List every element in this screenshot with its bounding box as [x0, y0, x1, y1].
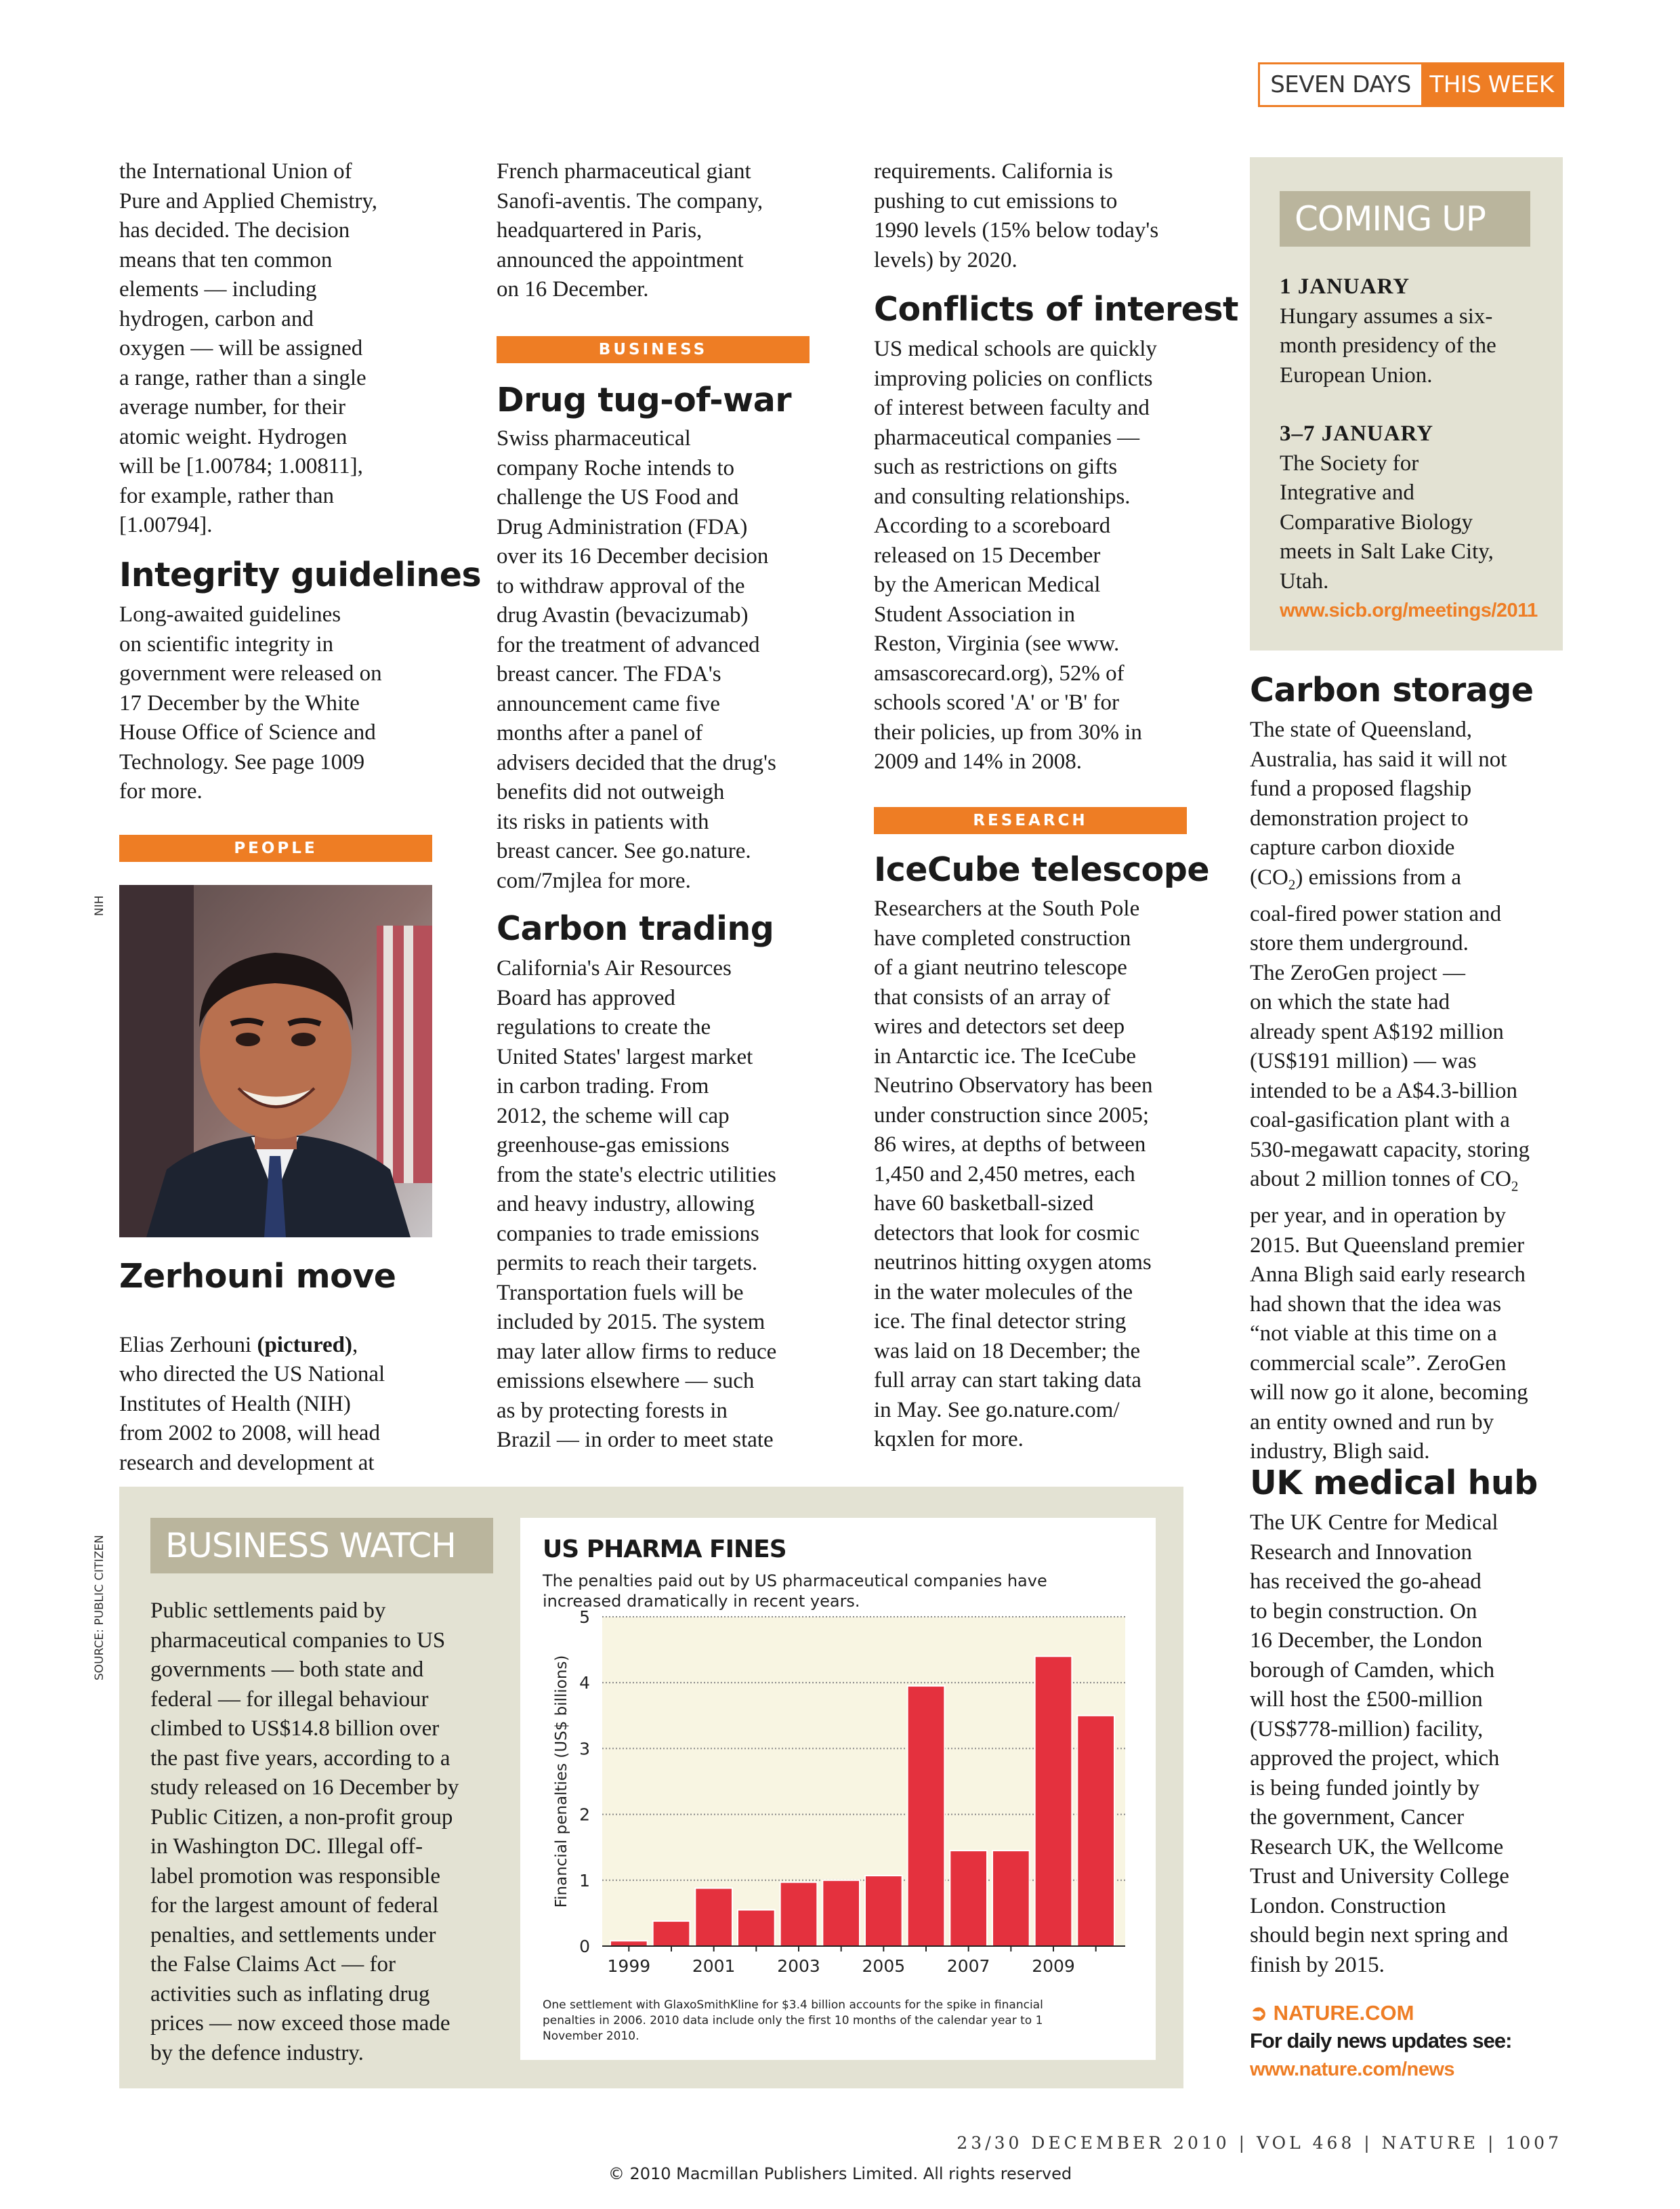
sicb-link[interactable]: www.sicb.org/meetings/2011	[1280, 600, 1538, 621]
drug-body: Swiss pharmaceutical company Roche intends to challenge the US Food and Drug Administration (FDA) over its 16 December decision to withdraw approval of the drug Avastin (bevacizumab) for the treatment of advanced breast cancer. The FDA's announcement came five months after a panel of advisers decided that the drug's benefits did not outweigh its risks in patients with breast cancer. See go.nature. com/7mjlea for more.	[497, 426, 776, 893]
photo-credit: NIH	[93, 895, 106, 916]
bar-2009	[1035, 1656, 1072, 1946]
business-tag: BUSINESS	[497, 336, 810, 363]
folio: 23/30 DECEMBER 2010 | VOL 468 | NATURE | 1007	[957, 2133, 1562, 2153]
bar-2002	[738, 1910, 775, 1946]
col1-intro: the International Union of Pure and Applied Chemistry, has decided. The decision means that ten common elements — including hydrogen, carbon and oxygen — will be assigned a range, rather than a single average number, for their atomic weight. Hydrogen will be [1.00784; 1.00811], for example, rather than [1.00794].	[119, 159, 377, 537]
uk-hub-body: The UK Centre for Medical Research and Innovation has received the go-ahead to begin construction. On 16 December, the London borough of Camden, which will host the £500-million (US$778-million) facility, approved the project, which is being funded jointly by the government, Cancer Research UK, the Wellcome Trust and University College London. Construction should begin next spring and finish by 2015.	[1250, 1510, 1509, 1977]
y-tick-label: 4	[579, 1673, 590, 1693]
bar-2000	[653, 1921, 690, 1946]
drug-headline: Drug tug-of-war	[497, 381, 792, 419]
chart-subtitle: The penalties paid out by US pharmaceutical companies have increased dramatically in recent years.	[543, 1571, 1047, 1611]
zerhouni-pictured: (pictured)	[257, 1332, 352, 1357]
chart-title: US PHARMA FINES	[543, 1535, 786, 1563]
copyright: © 2010 Macmillan Publishers Limited. All rights reserved	[608, 2164, 1072, 2183]
co2b-text: about 2 million tonnes of CO	[1250, 1167, 1511, 1192]
storage-p3: per year, and in operation by 2015. But Queensland premier Anna Bligh said early research had shown that the idea was “not viable at this time on a commercial scale”. ZeroGen will now go it alone, becoming an entity owned and run by industry, Bligh said.	[1250, 1203, 1528, 1464]
carbon-storage-body	[1250, 716, 1575, 1467]
y-tick-label: 3	[579, 1739, 590, 1759]
chart-card	[520, 1518, 1156, 2060]
bar-chart	[520, 1606, 1156, 2019]
zerhouni-photo	[119, 885, 432, 1237]
research-tag: RESEARCH	[874, 807, 1187, 834]
event-date-1: 1 JANUARY	[1280, 274, 1410, 299]
x-tick-label: 2009	[1032, 1956, 1075, 1976]
co2b-sub: 2	[1511, 1178, 1519, 1195]
co2-open: (CO	[1250, 865, 1288, 890]
x-tick-label: 2005	[862, 1956, 906, 1976]
uk-hub-headline: UK medical hub	[1250, 1464, 1538, 1502]
zerhouni-name: Elias Zerhouni	[119, 1332, 252, 1357]
co2-close: ) emissions from a	[1295, 865, 1462, 890]
bar-2004	[822, 1880, 860, 1946]
coming-up-events	[1280, 272, 1551, 626]
arrow-icon: ➲	[1250, 2001, 1267, 2025]
x-tick-label: 2007	[946, 1956, 990, 1976]
zerhouni-headline: Zerhouni move	[119, 1257, 396, 1296]
icecube-headline: IceCube telescope	[874, 850, 1210, 889]
bar-2003	[780, 1882, 818, 1946]
conflicts-headline: Conflicts of interest	[874, 290, 1238, 329]
bar-2008	[992, 1851, 1030, 1946]
bar-1999	[610, 1941, 648, 1946]
chart-source: SOURCE: PUBLIC CITIZEN	[93, 1535, 106, 1680]
carbon-trading-body: California's Air Resources Board has approved regulations to create the United States' largest market in carbon trading. From 2012, the scheme will cap greenhouse-gas emissions from the state's electric utilities and heavy industry, allowing companies to trade emissions permits to reach their targets. Transportation fuels will be included by 2015. The system may later allow firms to reduce emissions elsewhere — such as by protecting forests in Brazil — in order to meet state	[497, 956, 777, 1452]
storage-p2: coal-fired power station and store them underground. The ZeroGen project — on which the state had already spent A$192 million (US$191 million) — was intended to be a A$4.3-billion coal-gasification plant with a 530-megawatt capacity, storing	[1250, 901, 1530, 1162]
integrity-headline: Integrity guidelines	[119, 556, 482, 594]
event-text-2: The Society for Integrative and Comparative Biology meets in Salt Lake City, Utah.	[1280, 451, 1494, 594]
y-tick-label: 5	[579, 1607, 590, 1627]
zerhouni-body: Elias Zerhouni (pictured), who directed the US National Institutes of Health (NIH) from 2002 to 2008, will head research and development at	[119, 1332, 385, 1475]
bar-2010	[1077, 1716, 1114, 1946]
section-header	[1258, 62, 1564, 107]
conflicts-body: US medical schools are quickly improving policies on conflicts of interest between faculty and pharmaceutical companies — such as restrictions on gifts and consulting relationships. According to a scoreboard released on 15 December by the American Medical Student Association in Reston, Virginia (see www. amsascorecard.org), 52% of schools scored 'A' or 'B' for their policies, up from 30% in 2009 and 14% in 2008.	[874, 337, 1157, 774]
carbon-trading-headline: Carbon trading	[497, 909, 774, 948]
y-tick-label: 2	[579, 1804, 590, 1825]
business-watch-body: Public settlements paid by pharmaceutical companies to US governments — both state and federal — for illegal behaviour climbed to US$14.8 billion over the past five years, according to a study released on 16 December by Public Citizen, a non-profit group in Washington DC. Illegal off- label promotion was responsible for the largest amount of federal penalties, and settlements under the False Claims Act — for activities such as inflating drug prices — now exceed those made by the defence industry.	[150, 1598, 459, 2065]
event-text-1: Hungary assumes a six- month presidency of the European Union.	[1280, 304, 1496, 388]
y-tick-label: 0	[579, 1937, 590, 1956]
coming-up-title: COMING UP	[1280, 191, 1530, 247]
zerhouni-rest: who directed the US National Institutes of Health (NIH) from 2002 to 2008, will head research and development at	[119, 1362, 385, 1475]
bar-2001	[695, 1888, 732, 1946]
col3-intro: requirements. California is pushing to cut emissions to 1990 levels (15% below today's levels) by 2020.	[874, 159, 1159, 272]
chart-note: One settlement with GlaxoSmithKline for $3.4 billion accounts for the spike in financial penalties in 2006. 2010 data include only the first 10 months of the calendar year to 1 November 2010.	[543, 1998, 1043, 2043]
bar-2006	[908, 1686, 945, 1946]
y-axis-label: Financial penalties (US$ billions)	[553, 1655, 570, 1908]
bar-2005	[865, 1876, 902, 1946]
col2-intro: French pharmaceutical giant Sanofi-aventis. The company, headquartered in Paris, announced the appointment on 16 December.	[497, 159, 763, 302]
x-tick-label: 2001	[692, 1956, 736, 1976]
section-seven-days: SEVEN DAYS	[1270, 71, 1411, 98]
x-tick-label: 1999	[607, 1956, 651, 1976]
portrait-illustration	[119, 885, 432, 1237]
carbon-storage-headline: Carbon storage	[1250, 671, 1534, 709]
nature-news-link[interactable]: www.nature.com/news	[1250, 2059, 1455, 2080]
y-tick-label: 1	[579, 1870, 590, 1891]
co2-sub: 2	[1288, 876, 1296, 893]
x-tick-label: 2003	[777, 1956, 820, 1976]
storage-p1: The state of Queensland, Australia, has said it will not fund a proposed flagship demonstration project to capture carbon dioxide	[1250, 718, 1507, 860]
nature-com-label: NATURE.COM	[1273, 2001, 1414, 2025]
section-this-week: THIS WEEK	[1421, 64, 1562, 105]
nature-updates-text: For daily news updates see:	[1250, 2029, 1512, 2052]
icecube-body: Researchers at the South Pole have completed construction of a giant neutrino telescope that consists of an array of wires and detectors set deep in Antarctic ice. The IceCube Neutrino Observatory has been under construction since 2005; 86 wires, at depths of between 1,450 and 2,450 metres, each have 60 basketball-sized detectors that look for cosmic neutrinos hitting oxygen atoms in the water molecules of the ice. The final detector string was laid on 18 December; the full array can start taking data in May. See go.nature.com/ kqxlen for more.	[874, 896, 1153, 1451]
bar-2007	[950, 1851, 987, 1946]
nature-com-promo	[1250, 2000, 1548, 2083]
business-watch-title: BUSINESS WATCH	[150, 1518, 493, 1573]
event-date-2: 3–7 JANUARY	[1280, 421, 1434, 446]
integrity-body: Long-awaited guidelines on scientific integrity in government were released on 17 December by the White House Office of Science and Technology. See page 1009 for more.	[119, 602, 382, 804]
people-tag: PEOPLE	[119, 835, 432, 862]
